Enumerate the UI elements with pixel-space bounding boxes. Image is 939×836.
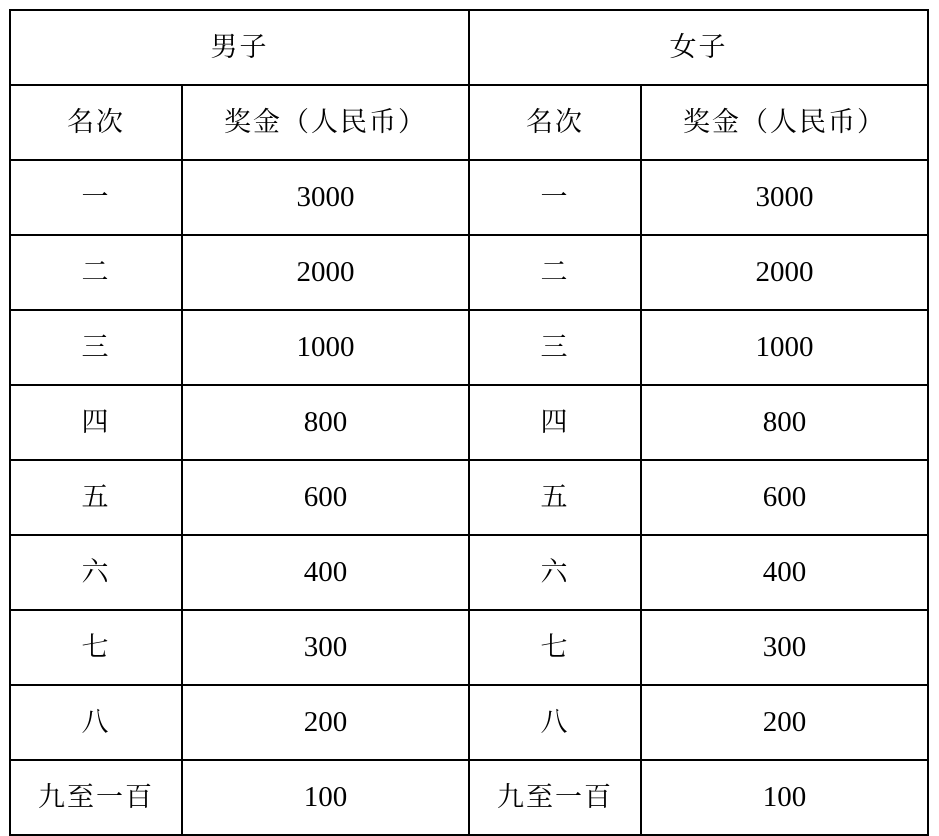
women-rank-cell: 七 [469, 610, 641, 685]
women-prize-cell: 3000 [641, 160, 928, 235]
men-prize-cell: 2000 [182, 235, 469, 310]
women-group-header: 女子 [469, 10, 928, 85]
prize-table-body [10, 10, 928, 835]
women-prize-cell: 400 [641, 535, 928, 610]
men-rank-cell: 八 [10, 685, 182, 760]
men-rank-cell: 五 [10, 460, 182, 535]
group-header-row [10, 10, 928, 85]
men-rank-cell: 四 [10, 385, 182, 460]
women-rank-cell: 一 [469, 160, 641, 235]
women-prize-cell: 600 [641, 460, 928, 535]
women-prize-cell: 200 [641, 685, 928, 760]
table-row [10, 385, 928, 460]
women-rank-cell: 三 [469, 310, 641, 385]
men-rank-cell: 七 [10, 610, 182, 685]
men-rank-cell: 一 [10, 160, 182, 235]
prize-table [9, 9, 929, 836]
women-rank-header: 名次 [469, 85, 641, 160]
men-group-header: 男子 [10, 10, 469, 85]
table-row [10, 760, 928, 835]
women-rank-cell: 六 [469, 535, 641, 610]
table-row [10, 310, 928, 385]
men-prize-cell: 100 [182, 760, 469, 835]
women-rank-cell: 九至一百 [469, 760, 641, 835]
column-header-row [10, 85, 928, 160]
men-rank-cell: 六 [10, 535, 182, 610]
women-prize-header: 奖金（人民币） [641, 85, 928, 160]
women-prize-cell: 100 [641, 760, 928, 835]
men-prize-cell: 200 [182, 685, 469, 760]
men-rank-header: 名次 [10, 85, 182, 160]
women-prize-cell: 300 [641, 610, 928, 685]
table-row [10, 160, 928, 235]
women-rank-cell: 四 [469, 385, 641, 460]
men-rank-cell: 九至一百 [10, 760, 182, 835]
men-prize-cell: 300 [182, 610, 469, 685]
table-row [10, 535, 928, 610]
women-prize-cell: 2000 [641, 235, 928, 310]
women-prize-cell: 1000 [641, 310, 928, 385]
women-rank-cell: 八 [469, 685, 641, 760]
men-prize-cell: 600 [182, 460, 469, 535]
table-row [10, 610, 928, 685]
women-rank-cell: 五 [469, 460, 641, 535]
men-prize-cell: 800 [182, 385, 469, 460]
men-rank-cell: 三 [10, 310, 182, 385]
men-prize-cell: 3000 [182, 160, 469, 235]
table-row [10, 235, 928, 310]
men-prize-cell: 400 [182, 535, 469, 610]
women-rank-cell: 二 [469, 235, 641, 310]
men-prize-cell: 1000 [182, 310, 469, 385]
table-row [10, 460, 928, 535]
women-prize-cell: 800 [641, 385, 928, 460]
men-prize-header: 奖金（人民币） [182, 85, 469, 160]
men-rank-cell: 二 [10, 235, 182, 310]
table-row [10, 685, 928, 760]
